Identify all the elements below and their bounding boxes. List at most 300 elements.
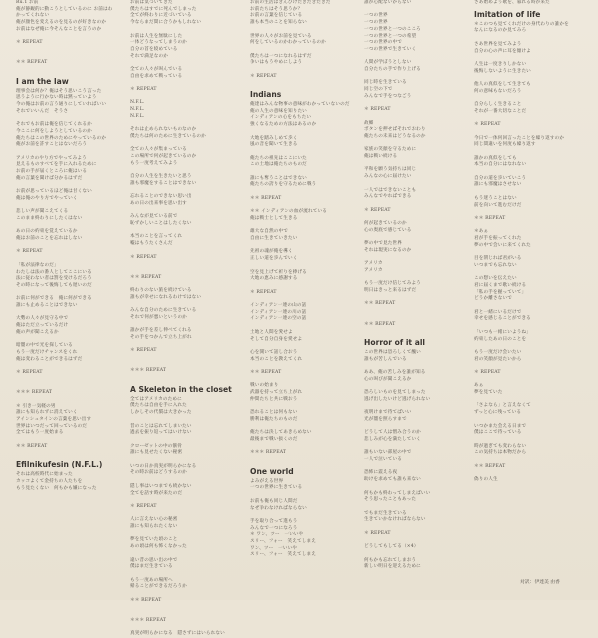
lyric-line: お前の生活はきんびけだきだきだきだ [250,0,331,5]
lyric-line: 時が過ぎても変わらない [474,443,527,449]
lyric-line: みんなで手をつなごう [364,93,412,99]
lyric-line: 俺がお前を許すことはないだろう [16,142,88,148]
spacer [250,457,356,464]
lyric-line: いつかまた会える日まで [474,423,527,429]
lyric-line: みんな自分のために生きている [130,308,197,314]
lyric-line: 幸せを感じることができる [474,316,531,322]
lyric-line: このまま終わりにしたくはない [16,215,83,221]
lyric-line: 君と一緒にいるだけで [474,309,522,315]
lyric-line: 誰にも邪魔はさせない [474,182,522,188]
lyric-line: お前は気づいてきた [130,0,173,5]
lyric-line: 思うように行かない時は黙っていよう [16,95,97,101]
lyric-line: 誰も邪魔をすることはできない [130,180,197,186]
spacer [250,189,356,196]
spacer [474,377,584,384]
lyric-line: 雄大な自然の中で [250,229,288,235]
spacer [130,477,236,484]
lyric-line: その時お前はどうするのか [130,470,187,476]
lyric-line: 誰もいない部屋の中で [364,450,412,456]
lyric-line: 恐れることは何もない [250,410,298,416]
lyric-line: 今ここに何をしようとしているのか [16,128,92,134]
lyric-line: 俺が静観的に動こうとしているのに お前はわ [16,6,113,12]
lyric-line: 遠い昔の思い出の中で [130,557,178,563]
spacer [474,55,584,62]
spacer [130,571,236,578]
lyric-line: 俺はただ立っているだけ [16,323,69,329]
lyric-line: 助けを求めても誰も来ない [364,477,421,483]
lyric-line: N.F.L. [130,100,145,106]
lyric-line: もう見たくない 何もかも嫌になった [16,485,97,491]
lyric-line: 自分の心の声に耳を傾けよ [474,48,531,54]
song-title: Indians [250,90,282,100]
repeat-marker: ＊ REPEAT [364,530,391,536]
lyric-line: 全てが終わりに近づいている [130,13,192,19]
lyric-line: この気持ちは本物だから [474,450,527,456]
spacer [364,484,470,491]
repeat-marker: ＊＊ REPEAT [474,463,506,469]
lyric-line: 悲しい声が聞こえてくる [16,209,69,215]
lyric-line: 逃げ出したいけど逃げられない [364,396,431,402]
spacer [474,209,584,216]
lyric-line: 何もかも終わってしまえばいい [364,490,431,496]
lyric-line: アインシュタインの言葉を思い出す [16,416,92,422]
spacer [250,296,356,303]
lyrics-column-4 [364,0,470,600]
spacer [474,363,584,370]
lyric-line: その手をつかんで立ち上がれ [130,334,192,340]
spacer [474,35,584,42]
lyric-line: 一つの世界に生きている [250,485,303,491]
lyric-line: もう一度あの場所へ [130,577,173,583]
lyric-line: 夢の中で見た世界 [364,241,402,247]
lyric-line: 誰も本当のことを知らない [250,20,307,26]
lyric-line: それでいいんだ そうさ [16,108,69,114]
lyric-line: 暗闇の中で光を探している [16,343,73,349]
spacer [130,551,236,558]
lyric-line: なぜ争わなければならない [250,505,307,511]
spacer [474,343,584,350]
spacer [130,417,236,424]
spacer [130,611,236,618]
lyric-line: 俺たちはこの世界のためにやっているのか [16,135,107,141]
lyric-line: 先祖の魂が俺を導く [250,249,293,255]
lyric-line: 一つの世界 [364,13,388,19]
lyric-line: 最後まで戦い抜くのだ [250,436,298,442]
spacer [16,437,122,444]
lyric-line: 本当のことを言ってくれ [130,234,183,240]
lyric-line: インディアン一連の山の話 [250,303,307,309]
lyric-line: お前たちはそう思うか？ [250,6,303,12]
lyric-line: 本当の自分にはなれない [474,162,527,168]
lyric-line: それで満足なのか [130,53,168,59]
repeat-marker: ＊＊＊ REPEAT [130,368,167,374]
lyric-line: 手を取り合って進もう [250,518,298,524]
spacer [474,437,584,444]
repeat-marker: ＊＊ REPEAT [130,274,162,280]
spacer [130,457,236,464]
lyric-line: N.F.L. [130,113,145,119]
lyric-line: 俺たちの誇りを守るために戦う [250,182,317,188]
repeat-marker: ＊ REPEAT [364,107,391,113]
lyric-line: それは止められないものなのか [130,127,197,133]
lyric-line: 心の叫びが聞こえるか [364,376,412,382]
lyric-line: みんなでやればできる [364,194,412,200]
repeat-marker: ＊ REPEAT [16,370,43,376]
lyric-line: 見えるものすべてを手に入れるために [16,162,97,168]
lyric-line: 誰もが苦しんでいる [364,356,407,362]
lyric-line: 全ての人々が集まっている [130,147,187,153]
spacer [130,375,236,382]
repeat-marker: ＊ REPEAT [130,348,157,354]
lyric-line: 風の音を聞いて生きる [250,142,298,148]
lyric-line: でもまだ生きている [364,510,407,516]
lyric-line: 同じ空の下で [364,87,393,93]
lyric-line: 勝利は俺たちのものだ [250,416,298,422]
repeat-marker: ＊ REPEAT [250,289,277,295]
spacer [250,323,356,330]
lyric-line: 武器を持って立ち上がれ [250,390,303,396]
lyric-line: 大地の恵みに感謝する [250,276,298,282]
lyric-line: 今日で一体何回言ったことを繰り返すのか [474,135,565,141]
spacer [130,591,236,598]
song-title: A Skeleton in the closet [130,384,232,394]
lyric-line: 俺の言葉を聞けば分かるはずだ [16,175,83,181]
spacer [250,80,356,87]
lyric-line: どうか離さないで [474,296,512,302]
lyric-line: 「私の手を握っていて」 [474,289,527,295]
repeat-marker: ＊＊ REPEAT [16,60,48,66]
repeat-marker: ＊＊ REPEAT [16,443,48,449]
lyric-line: よみがえる世界 [250,478,284,484]
spacer [250,47,356,54]
lyric-line: カッコよくて金持ちの人たちを [16,478,83,484]
lyric-line: 大勢の人々が見守る中で [16,316,69,322]
lyric-line: ＊ ワン、ツー 一いいや [250,532,304,538]
repeat-marker: ＊＊＊ REPEAT [130,617,167,623]
lyric-line: 俺たちは決してあきらめない [250,430,312,436]
song-title: Imitation of life [474,9,541,19]
spacer [364,363,470,370]
lyric-line: もう一度だけ信じてみよう [364,281,421,287]
lyric-line: インディアン一連の川の話 [250,309,307,315]
lyric-line: 誰にも知られたくない [130,524,178,530]
spacer [130,355,236,362]
lyric-line: 全ての人々が叫んでいる [130,67,183,72]
repeat-marker: ＊＊＊ REPEAT [250,450,287,456]
spacer [364,201,470,208]
lyric-line: 世界の人々がお前を見ている [250,33,312,39]
spacer [130,604,236,611]
lyric-line: N.F.L. [130,107,145,113]
spacer [250,129,356,136]
lyric-line: なんになるのか見てみろ [474,28,527,34]
lyric-line: お前はなぜ俺に今そんなことを言うのか [16,26,102,32]
lyric-line: もう一度だけ会いたい [474,349,522,355]
lyric-line: 俺はお前のことを忘れはしない [16,236,83,242]
lyric-line: 強くなるための方法はあるのか [250,122,317,128]
lyric-line: 心の奥底で感じている [364,227,412,233]
lyric-line: 一つの世界と一つの希望 [364,33,417,39]
lyric-line: 俺たちの祖先はここにいた [250,155,307,161]
lyric-line: ＊このつも見てくれだけの身代わりの誰かを [474,21,569,27]
lyric-line: 自分たちの手で作り上げる [364,67,421,72]
repeat-marker: ＊ REPEAT [130,254,157,260]
lyric-line: 誰が心配ないからない [364,0,412,5]
spacer [364,308,470,315]
repeat-marker: ＊＊ REPEAT [250,370,282,375]
lyric-line: 悲しみが心を満たしていく [364,436,421,442]
spacer [250,363,356,370]
lyric-line: Ru.1 お前 [16,0,39,5]
spacer [16,397,122,404]
lyric-line: 大地を踏みしめて歩く [250,135,298,141]
lyric-line: 一つの世界の中で [364,40,402,46]
lyric-line: 真実が明らかになる 隠さずにはいられない [130,631,225,637]
lyric-line: 何の意味もないだろう [474,88,522,94]
lyric-line: 終わりのない旅を続けている [130,288,192,294]
spacer [364,504,470,511]
lyric-line: 仲間たちと共に戦おう [250,396,298,402]
lyric-line: みんなで一つになろう [250,525,298,531]
repeat-marker: ＊＊ REPEAT [364,321,396,327]
lyric-line: 人間が学ぼうとしない [364,60,412,66]
lyric-line: 自由に生きていきたい [250,236,298,242]
lyric-line: 一つの世界 [364,20,388,26]
lyric-line: 法に従わない者は罰を受けるだろう [16,276,92,282]
lyric-line: お前の言葉を信じている [250,13,303,19]
lyric-line: 平和を願う気持ちは同じ [364,167,417,173]
song-title: One world [250,466,294,476]
lyric-line: 「さよなら」と言えなくて [474,403,531,409]
lyric-line: その時になって後悔しても遅いのだ [16,282,92,288]
spacer [130,27,236,34]
lyric-line: インディアンの心をもちたい [250,115,312,121]
spacer [250,169,356,176]
lyric-line: 夢を見ていた頃のこと [130,537,178,543]
spacer [474,129,584,136]
lyric-line: 誰かが手を差し伸べてくれる [130,328,192,334]
translator-credit: 対訳：伊達美 由香 [520,580,560,585]
spacer [130,497,236,504]
spacer [250,492,356,499]
lyric-line: 隠し事はいつまでも続かない [130,483,192,489]
lyric-line: 恐怖に震える夜 [364,470,398,476]
lyric-line: それが一番大切なことだ [474,108,527,114]
spacer [16,67,122,74]
repeat-marker: ＊＊＊ REPEAT [16,390,53,396]
lyric-line: アメリカ [364,261,383,267]
lyrics-column-3 [250,0,356,600]
spacer [130,281,236,288]
song-title: Efilnikufesin (N.F.L.) [16,460,103,470]
lyric-line: 人に言えない心の秘密 [130,517,178,523]
lyric-line: 誰にも知られずに消えていく [16,410,78,416]
lyric-line: 僕たちはすでに死んでしまった [130,6,197,12]
lyric-line: 自分らしく生きること [474,102,522,108]
repeat-marker: ＊＊ REPEAT [474,215,506,221]
spacer [250,27,356,34]
lyric-line: この想いを伝えたい [474,276,517,282]
lyric-line: 同じ時を生きている [364,80,407,86]
lyric-line: 僕たちは自由を手に入れた [130,403,187,409]
repeat-marker: ＊ REPEAT [16,40,43,46]
lyric-line: 戦いの始まり [250,383,279,389]
lyric-line: 争いはもうやめにしよう [250,60,303,66]
lyric-line: この土地は俺たちのものだ [250,162,307,168]
lyric-line: 何もかも忘れてしまおう [364,557,417,563]
spacer [16,450,122,457]
lyric-line: ずっと心に残っている [474,410,522,416]
repeat-marker: ＊ REPEAT [16,249,43,255]
lyric-line: 明日はきっと来るはずだ [364,288,417,294]
lyric-line: 空を見上げて祈りを捧げる [250,269,307,275]
repeat-marker: ＊ REPEAT [250,73,277,79]
lyric-line: 僕はここで待っている [474,430,522,436]
lyric-line: 何が起きているのか [364,221,407,227]
spacer [16,47,122,54]
repeat-marker: ＊＊ REPEAT [364,301,396,307]
lyric-line: 忘れることのできない思い出 [130,194,192,200]
lyric-line: お前が思っているほど俺は甘くない [16,189,92,195]
lyric-line: それは高校時代に始まった [16,472,73,478]
lyric-line: インディアン一連の空の話 [250,316,307,322]
lyric-line: クローゼットの中の骸骨 [130,443,182,449]
lyric-line: 俺は変わることができるはずだ [16,356,83,362]
spacer [474,169,584,176]
lyric-line: もう一度だけチャンスをくれ [16,349,78,355]
lyric-line: スリー、フォー 笑えてしまえ [250,539,316,545]
lyric-line: 理事会は何か？俺はそう思いこう言った [16,88,102,94]
lyric-line: さあ世界を見てみよう [474,41,522,47]
lyric-line: あの日の約束を覚えているか [16,229,78,235]
lyric-line: しかしその代償は大きかった [130,410,192,416]
spacer [474,189,584,196]
repeat-marker: ＊ REPEAT [474,370,501,375]
lyric-line: アメリカのやり方でやってみよう [16,155,87,161]
lyric-line: ＊ 引き一気軽の男 [16,403,56,409]
lyric-line: 自分の道を歩いていこう [474,175,527,181]
lyric-line: 人生は一度きりしかない [474,61,527,67]
spacer [16,256,122,263]
lyrics-column-5 [474,0,584,600]
lyric-line: 俺の声が聞こえるか [16,329,59,335]
lyric-line: 自由を求めて戦っている [130,73,183,79]
lyric-line: 目を閉じれば君がいる [474,256,522,262]
lyric-line: 世界はいつだって回っているのだ [16,423,88,429]
lyric-line: そう思ったこともあった [364,497,417,503]
lyric-line: 俺が顔色を変えるのを見るのが好きなのか [16,20,107,26]
lyric-line: みんなの心に届けたい [364,174,412,180]
spacer [364,315,470,322]
lyric-line: 君の笑顔が見たいから [474,356,522,362]
spacer [130,261,236,268]
lyric-line: お前に何ができる 俺に何ができる [16,296,92,302]
spacer [130,268,236,275]
spacer [364,114,470,121]
lyric-line: さあ始めよう歌を、暮れる時が来た [474,0,550,5]
lyric-line: 夜明けまで待てばいい [364,410,412,416]
spacer [364,524,470,531]
spacer [250,343,356,350]
lyric-line: 今ならまだ間に合うかもしれない [130,20,202,26]
lyric-line: 誰もが幸せになれるわけではない [130,294,202,300]
lyric-line: 俺は戦い続ける [364,154,398,160]
spacer [474,457,584,464]
lyric-line: 同じ間違いを何度も繰り返す [474,142,536,148]
lyric-line: ＊あぁ [474,229,489,235]
lyric-line: 帰ることができるだろうか [130,584,187,590]
lyric-line: 恥ずかしいことはしたくない [130,221,192,227]
lyric-line: みんなが見ている前で [130,214,178,220]
lyric-line: 君が手を振ってくれた [474,236,522,242]
lyric-line: あぁ [474,383,484,389]
lyric-line: 全てはアメリカのために [130,396,182,402]
lyric-line: 一体どうなってしまうのか [130,40,187,46]
lyric-line: 嘘はもうたくさんだ [130,241,173,247]
lyric-line: 全てを話す時が来たのだ [130,490,183,496]
lyric-line: 俺達はみんな物事の意味がわかっていないのだ [250,102,350,108]
lyric-line: 僕たちは一つになれるはずだ [250,53,312,59]
lyric-line: 自分の首を絞めている [130,46,178,52]
spacer [364,181,470,188]
lyric-line: どうして人は憎み合うのか [364,430,421,436]
lyric-line: もう一度考えてみよう [130,160,178,166]
repeat-marker: ＊ REPEAT [130,503,157,509]
lyric-line: 自分の人生を生きたいと思う [130,174,192,180]
lyric-line: 誰かの真似をしても [474,155,517,161]
lyric-line: 偽りの人生 [474,477,498,483]
spacer [474,417,584,424]
spacer [130,94,236,101]
spacer [364,328,470,335]
spacer [250,67,356,74]
lyric-line: いつまでも忘れない [474,262,517,268]
lyric-line: この場所で何が起きているのか [130,154,197,160]
lyric-line: 今の俺はお前の言う通りにしていればいい [16,102,107,108]
repeat-marker: ＊＊ REPEAT [130,597,162,603]
lyric-line: 昔のことは忘れてしまいたい [130,423,192,429]
spacer [16,149,122,156]
lyric-line: お前の手が届くところに俺はいる [16,169,88,175]
song-title: I am the law [16,76,69,86]
lyric-line: ボタンを押せばそれでおわり [364,127,426,133]
lyric-line: 他人の真似をして生きても [474,81,531,87]
lyric-line: 俺たちの未来はどうなるのか [364,133,426,139]
lyric-line: いつの日か真実が明らかになる [130,463,197,469]
lyric-line: 故郷 [364,120,374,126]
lyric-line: 俺は俺のやり方でやっていく [16,195,78,201]
lyric-line: 光が闇を照らすまで [364,416,407,422]
lyric-line: お前も俺も同じ人間だ [250,498,298,504]
lyric-line: この世界は恐ろしくて醜い [364,349,421,355]
lyric-line: 新しい明日を迎えるために [364,564,421,570]
lyric-line: 恐ろしいものを見てしまった [364,390,426,396]
spacer [16,377,122,384]
spacer [474,75,584,82]
lyric-line: 誰にも奪うことはできない [250,175,307,181]
lyric-line: 約束したあの日のことを [474,336,527,342]
lyric-line: 君に届くまで歌い続ける [474,282,527,288]
lyric-line: 僕たちは何のために生きているのか [130,133,206,139]
lyric-line: 「私が法律なのだ」 [16,262,59,268]
lyric-line: 夢を見ていた [474,390,503,396]
lyric-line: そして自分自身を愛せよ [250,336,303,342]
lyric-line: それは現実になるのか [364,247,412,253]
lyric-line: アメリカ [364,267,383,273]
song-title: Horror of it all [364,337,426,347]
lyric-line: 夢の中で会いに来てくれた [474,242,531,248]
repeat-marker: ＊ REPEAT [130,87,157,93]
